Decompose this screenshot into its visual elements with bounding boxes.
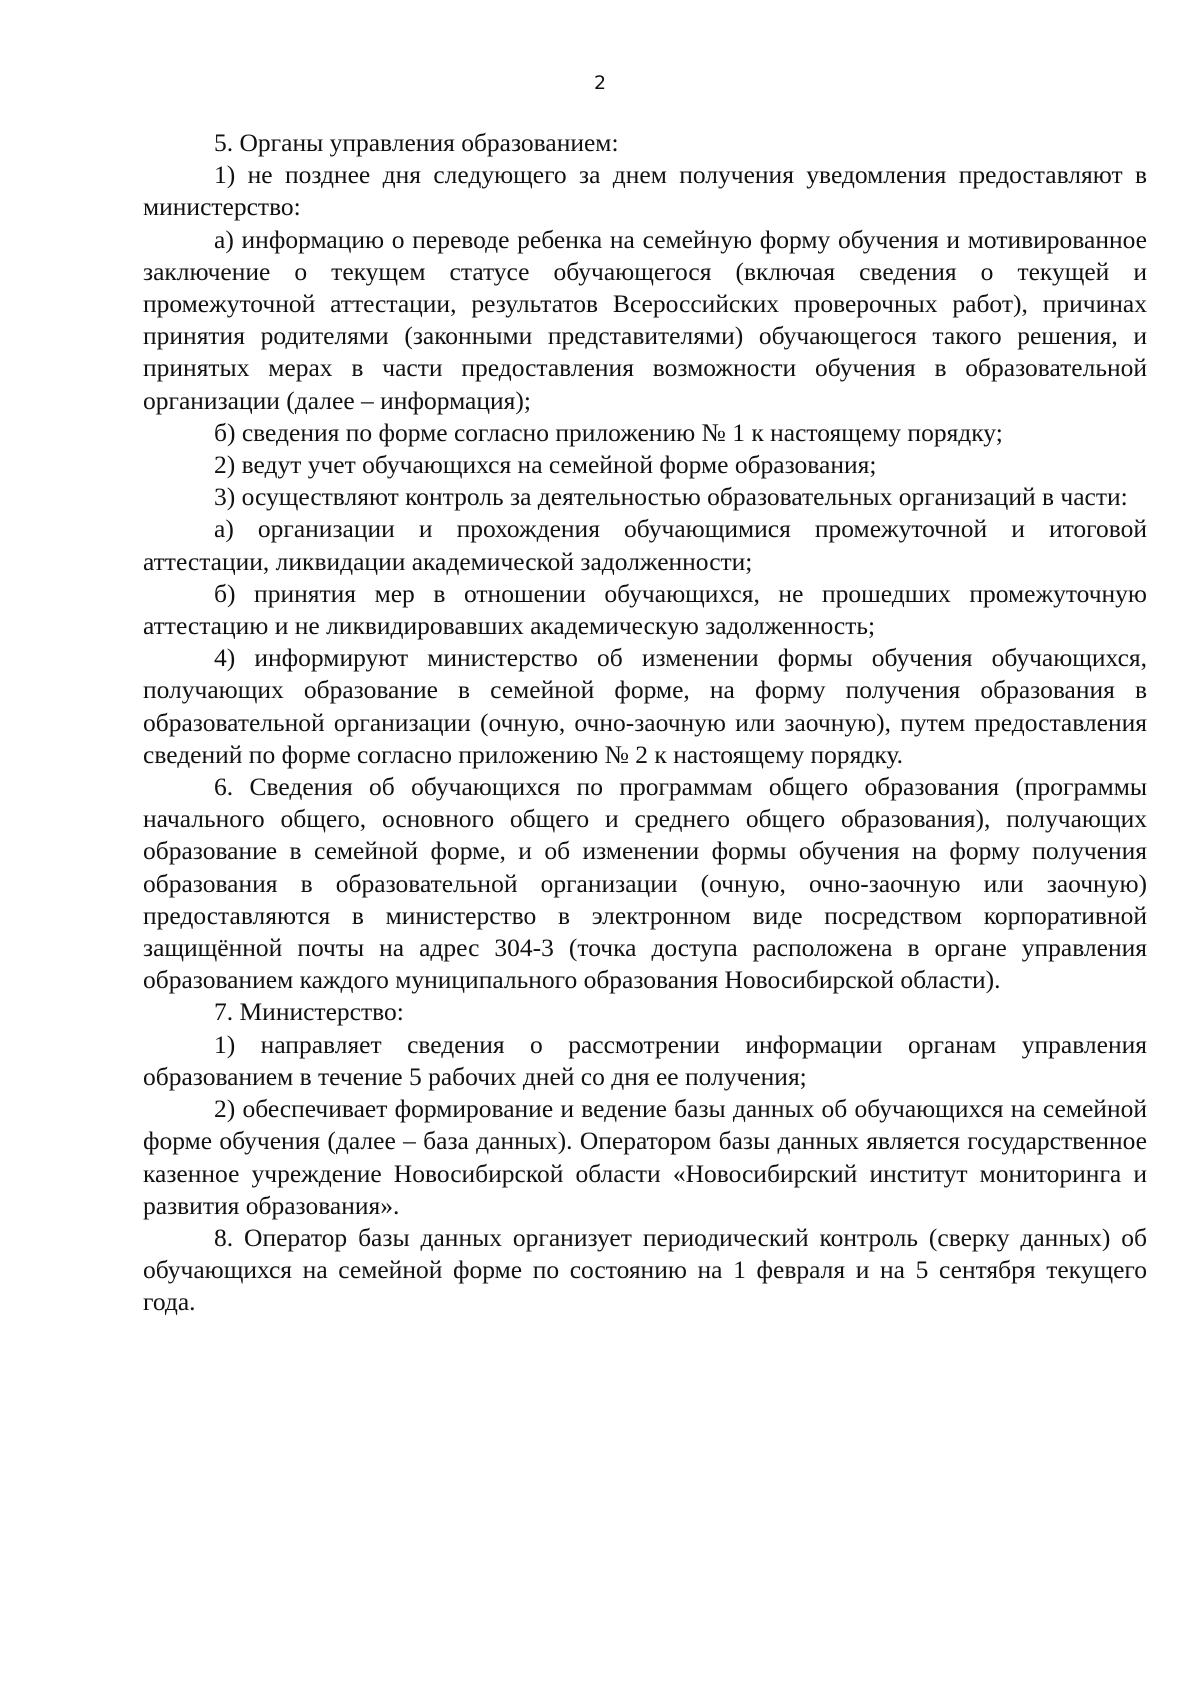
paragraph-section-8: 8. Оператор базы данных организует периодический контроль (сверку данных) об обучающихся на семейной форме по состоянию на 1 февраля и на 5 сентября текущего года. (143, 1222, 1147, 1317)
paragraph-5-3-a: а) организации и прохождения обучающимися промежуточной и итоговой аттестации, ликвидации академической задолженности; (143, 514, 1147, 576)
paragraph-7-2: 2) обеспечивает формирование и ведение базы данных об обучающихся на семейной форме обучения (далее – база данных). Оператором базы данных является государственное казенное учреждение Новосибирской области «Новосибирский институт мониторинга и развития образования». (143, 1094, 1147, 1220)
paragraph-5-2: 2) ведут учет обучающихся на семейной форме образования; (214, 450, 877, 480)
paragraph-5-1: 1) не позднее дня следующего за днем получения уведомления предоставляют в министерство: (143, 160, 1147, 222)
page-number: 2 (593, 72, 607, 94)
paragraph-section-6: 6. Сведения об обучающихся по программам общего образования (программы начального общего, основного общего и среднего общего образования), получающих образование в семейной форме, и об изменении формы обучения на форму получения образования в образовательной организации (очную, очно-заочную или заочную) предоставляются в министерство в электронном виде посредством корпоративной защищённой почты на адрес 304-3 (точка доступа расположена в органе управления образованием каждого муниципального образования Новосибирской области). (143, 772, 1147, 995)
paragraph-5-1-b: б) сведения по форме согласно приложению № 1 к настоящему порядку; (214, 417, 1003, 447)
paragraph-5-3-b: б) принятия мер в отношении обучающихся, не прошедших промежуточную аттестацию и не ликвидировавших академическую задолженность; (143, 578, 1147, 641)
paragraph-5-1-a: а) информацию о переводе ребенка на семейную форму обучения и мотивированное заключение о текущем статусе обучающегося (включая сведения о текущей и промежуточной аттестации, результатов Всероссийских проверочных работ), причинах принятия родителями (законными представителями) обучающегося такого решения, и принятых мерах в части предоставления возможности обучения в образовательной организации (далее – информация); (143, 224, 1147, 415)
paragraph-7-1: 1) направляет сведения о рассмотрении информации органам управления образованием в течение 5 рабочих дней со дня ее получения; (143, 1029, 1147, 1091)
paragraph-5-3: 3) осуществляют контроль за деятельностью образовательных организаций в части: (214, 482, 1128, 512)
paragraph-section-5-heading: 5. Органы управления образованием: (214, 128, 619, 157)
paragraph-5-4: 4) информируют министерство об изменении формы обучения обучающихся, получающих образование в семейной форме, на форму получения образования в образовательной организации (очную, очно-заочную или заочную), путем предоставления сведений по форме согласно приложению № 2 к настоящему порядку. (143, 643, 1147, 769)
document-body (143, 127, 1147, 1319)
paragraph-section-7-heading: 7. Министерство: (214, 997, 404, 1027)
